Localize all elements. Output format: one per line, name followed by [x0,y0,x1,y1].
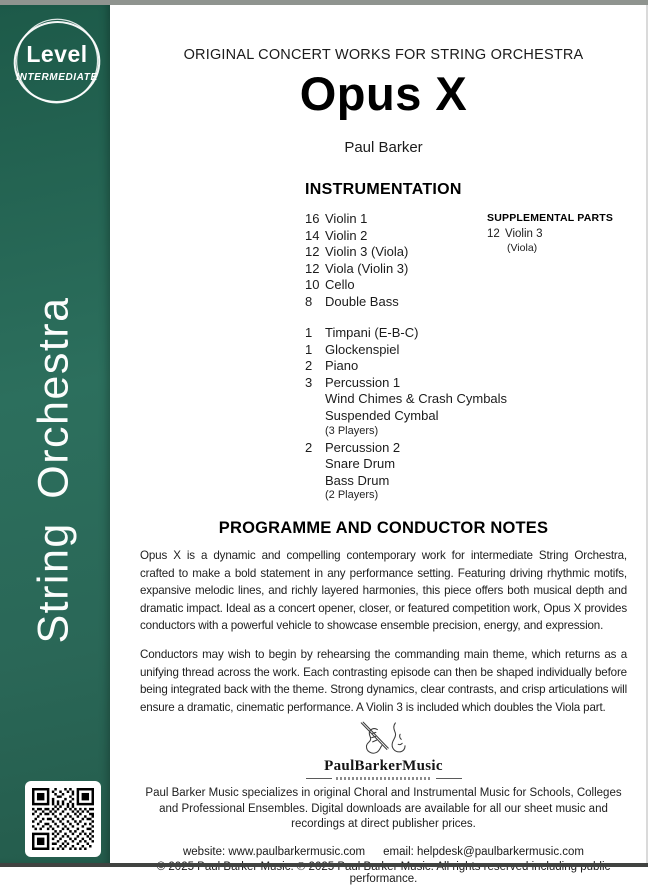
percussion-list [305,325,507,504]
instrument-row [305,261,408,278]
publisher-logo [140,721,627,780]
instrument-name: Violin 1 [325,211,368,226]
instrument-name: Viola (Violin 3) [325,260,409,276]
badge-tier-label: INTERMEDIATE [16,72,98,83]
strings-list [305,211,408,311]
level-badge [10,15,104,109]
instrument-name: Wind Chimes & Crash Cymbals [325,391,508,407]
instrument-row [305,358,507,375]
badge-level-label: Level [26,41,88,67]
instrument-name: Snare Drum [325,456,396,472]
instrument-name: Violin 2 [325,227,368,243]
instrument-name: Cello [325,277,355,293]
supplemental-parts [487,212,613,254]
players-note-row [305,425,507,440]
instrument-name: Violin 3 (Viola) [325,244,409,260]
instrument-subitem-row [305,473,507,490]
instrument-qty: 3 [305,374,313,390]
instrument-subitem-row [305,391,507,408]
supplemental-heading: SUPPLEMENTAL PARTS [487,212,614,224]
instrument-qty: 8 [305,293,313,309]
publisher-name: PaulBarkerMusic [324,758,443,775]
instrument-name: Double Bass [325,293,399,309]
supplemental-qty: 12 [487,228,500,240]
composer-name: Paul Barker [344,139,423,156]
instrument-qty: 12 [305,260,320,276]
instrument-row [305,375,507,392]
instrument-qty: 1 [305,341,313,357]
supplemental-subnote: (Viola) [507,242,538,254]
instrument-name: Percussion 2 [325,439,401,455]
green-sidebar [0,5,110,863]
instrument-row [305,294,408,311]
violin-sketch-icon [347,721,421,757]
logo-tagline-rule [306,777,462,780]
website-text: website: www.paulbarkermusic.com [182,845,366,858]
programme-note-paragraph-2: Conductors may wish to begin by rehearsing the commanding main theme, which returns as a unifying thread across the work. Each contrasting episode can then be shaped individually before being integrated back with the theme. Strong dynamics, clear contrasts, and crisp articulations will ensure a dramatic, cinematic performance. A Violin 3 is included which doubles the Viola part. [140,647,627,714]
supplemental-name: Violin 3 [505,228,543,240]
series-eyebrow: ORIGINAL CONCERT WORKS FOR STRING ORCHESTRA [183,47,584,63]
instrument-qty: 2 [305,439,313,455]
qr-code [25,781,101,857]
programme-note-paragraph-1: Opus X is a dynamic and compelling contemporary work for intermediate String Orchestra, crafted to make a bold statement in any performance setting. Featuring driving rhythmic motifs, expansive melodic lines, and richly layered harmonies, this piece offers both musical depth and dramatic impact. Ideal as a concert opener, closer, or featured competition work, Opus X provides conductors with a powerful vehicle to showcase ensemble precision, energy, and expression. [140,549,627,633]
instrument-qty: 16 [305,211,320,226]
instrument-name: Percussion 1 [325,374,401,390]
notes-heading: PROGRAMME AND CONDUCTOR NOTES [218,519,549,537]
instrument-name: Bass Drum [325,472,390,488]
instrument-row [305,440,507,457]
notes-and-footer [140,519,627,885]
instrument-row [305,342,507,359]
instrument-qty: 1 [305,325,313,340]
players-note: (3 Players) [325,424,379,437]
instrument-qty: 12 [305,244,320,260]
instrumentation-heading: INSTRUMENTATION [305,181,462,198]
top-rule [0,0,648,5]
instrument-row [305,211,408,228]
players-note: (2 Players) [325,489,379,502]
supplemental-row [487,228,613,240]
instrument-subitem-row [305,456,507,473]
instrument-row [305,228,408,245]
copyright-line: performance. [349,872,418,885]
instrument-qty: 2 [305,358,313,374]
sidebar-vertical-title: String Orchestra [29,296,78,644]
instrument-qty: 10 [305,277,320,293]
instrument-name: Glockenspiel [325,341,400,357]
instrument-name: Suspended Cymbal [325,407,439,423]
contact-line [140,846,627,858]
instrument-subitem-row [305,408,507,425]
instrument-row [305,244,408,261]
instrument-name: Piano [325,358,359,374]
qr-code-icon [32,788,94,850]
instrument-row [305,325,507,342]
work-title: Opus X [299,67,468,120]
publisher-blurb: Paul Barker Music specializes in original Choral and Instrumental Music for Schools, Colleges and Professional Ensembles. Digital downloads are available for all our sheet music and recordings at direct publisher prices. [145,787,622,831]
instrument-qty: 14 [305,227,320,243]
players-note-row [305,489,507,504]
bottom-rule [0,863,648,867]
instrument-row [305,277,408,294]
email-text: email: helpdesk@paulbarkermusic.com [383,845,585,858]
instrument-name: Timpani (E-B-C) [325,325,419,340]
